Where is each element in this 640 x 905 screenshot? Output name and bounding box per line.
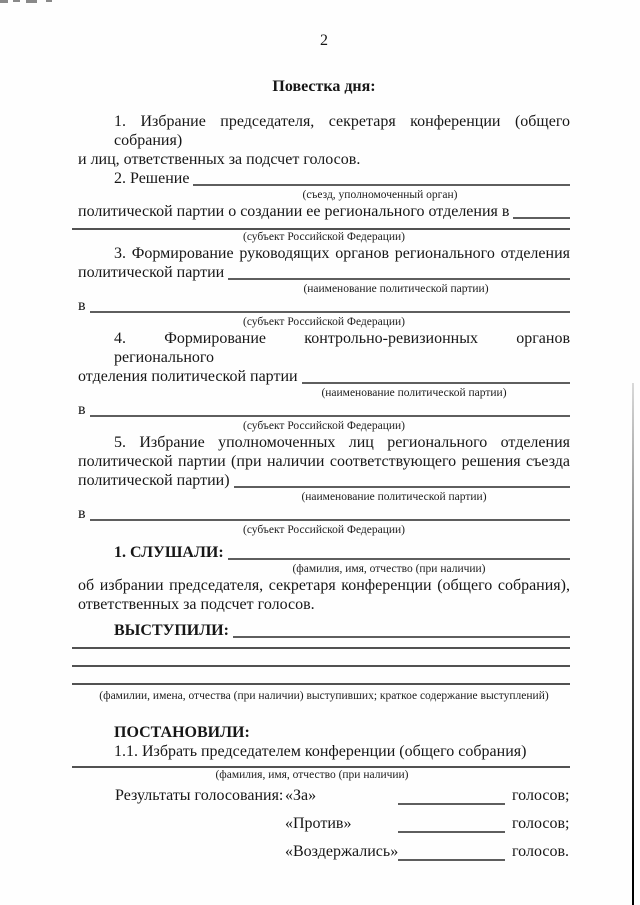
blank-underline — [234, 471, 570, 490]
agenda-item-5-line-1: 5. Избрание уполномоченных лиц регионального отделения — [114, 434, 570, 451]
scan-artifact-dash — [26, 0, 37, 3]
blank-underline — [90, 504, 570, 523]
page-number: 2 — [320, 32, 328, 49]
scan-artifact-edge-line — [632, 383, 634, 905]
caption-party-name: (наименование политической партии) — [303, 283, 489, 295]
blank-underline — [78, 764, 570, 768]
agenda-item-4-lead-2: отделения политической партии — [78, 368, 298, 385]
blank-underline — [78, 640, 570, 649]
heard-body-line-2: ответственных за подсчет голосов. — [78, 596, 315, 613]
blank-underline — [228, 543, 570, 562]
doc-title: Повестка дня: — [272, 78, 376, 95]
blank-underline — [78, 221, 570, 230]
caption-party-name: (наименование политической партии) — [321, 387, 507, 399]
blank-underline — [302, 367, 570, 386]
spoke-label: ВЫСТУПИЛИ: — [114, 622, 229, 639]
caption-subject: (субъект Российской Федерации) — [242, 316, 406, 328]
vote-suffix: голосов; — [512, 815, 570, 832]
vote-results-row — [115, 782, 570, 810]
heard-label: 1. СЛУШАЛИ: — [114, 544, 224, 561]
blank-underline — [78, 667, 570, 685]
blank-underline — [78, 649, 570, 667]
vote-count-blank — [398, 810, 505, 838]
caption-body: (съезд, уполномоченный орган) — [302, 189, 458, 201]
blank-underline — [233, 621, 570, 640]
blank-underline — [90, 400, 570, 419]
blank-underline — [228, 263, 570, 282]
agenda-item-3-lead-2: политической партии — [78, 264, 225, 281]
agenda-item-4-line-1: 4. Формирование контрольно-ревизионных органов регионального — [114, 330, 570, 366]
caption-party-name: (наименование политической партии) — [301, 491, 487, 503]
vote-option: «Воздержались» — [285, 843, 399, 860]
vote-option: «За» — [285, 787, 317, 804]
caption-speakers: (фамилии, имена, отчества (при наличии) выступивших; краткое содержание выступлений) — [99, 690, 549, 702]
scan-artifact-dash — [13, 0, 20, 2]
vote-count-blank — [398, 782, 505, 810]
heard-body-line-1: об избрании председателя, секретаря конференции (общего собрания), — [78, 577, 570, 594]
vote-results-row — [115, 838, 570, 866]
blank-underline — [193, 169, 570, 188]
blank-underline — [90, 296, 570, 315]
agenda-item-3-line-1: 3. Формирование руководящих органов регионального отделения — [114, 245, 570, 262]
agenda-item-2-lead: 2. Решение — [114, 170, 190, 187]
resolved-label: ПОСТАНОВИЛИ: — [114, 724, 250, 741]
blank-underline — [513, 202, 570, 221]
agenda-item-2-line-2: политической партии о создании ее регионального отделения в — [78, 203, 510, 220]
caption-subject: (субъект Российской Федерации) — [242, 231, 406, 243]
caption-full-name: (фамилия, имя, отчество (при наличии) — [215, 769, 409, 781]
vote-suffix: голосов. — [512, 843, 569, 860]
preposition-v: в — [78, 401, 86, 418]
vote-results-label: Результаты голосования: — [115, 787, 284, 804]
vote-results-row — [115, 810, 570, 838]
vote-count-blank — [398, 838, 505, 866]
vote-option: «Против» — [285, 815, 352, 832]
agenda-item-5-lead-3: политической партии) — [78, 472, 230, 489]
preposition-v: в — [78, 297, 86, 314]
resolved-item: 1.1. Избрать председателем конференции (общего собрания) — [114, 743, 527, 760]
caption-full-name: (фамилия, имя, отчество (при наличии) — [292, 563, 486, 575]
scan-artifact-dash — [0, 0, 8, 3]
agenda-item-5-line-2: политической партии (при наличии соответствующего решения съезда — [78, 453, 570, 470]
vote-suffix: голосов; — [512, 787, 570, 804]
caption-subject: (субъект Российской Федерации) — [242, 420, 406, 432]
preposition-v: в — [78, 505, 86, 522]
caption-subject: (субъект Российской Федерации) — [242, 524, 406, 536]
scan-artifact-dash — [46, 0, 52, 2]
agenda-item-1-line-2: и лиц, ответственных за подсчет голосов. — [78, 151, 361, 168]
agenda-item-1-line-1: 1. Избрание председателя, секретаря конференции (общего собрания) — [114, 113, 570, 149]
